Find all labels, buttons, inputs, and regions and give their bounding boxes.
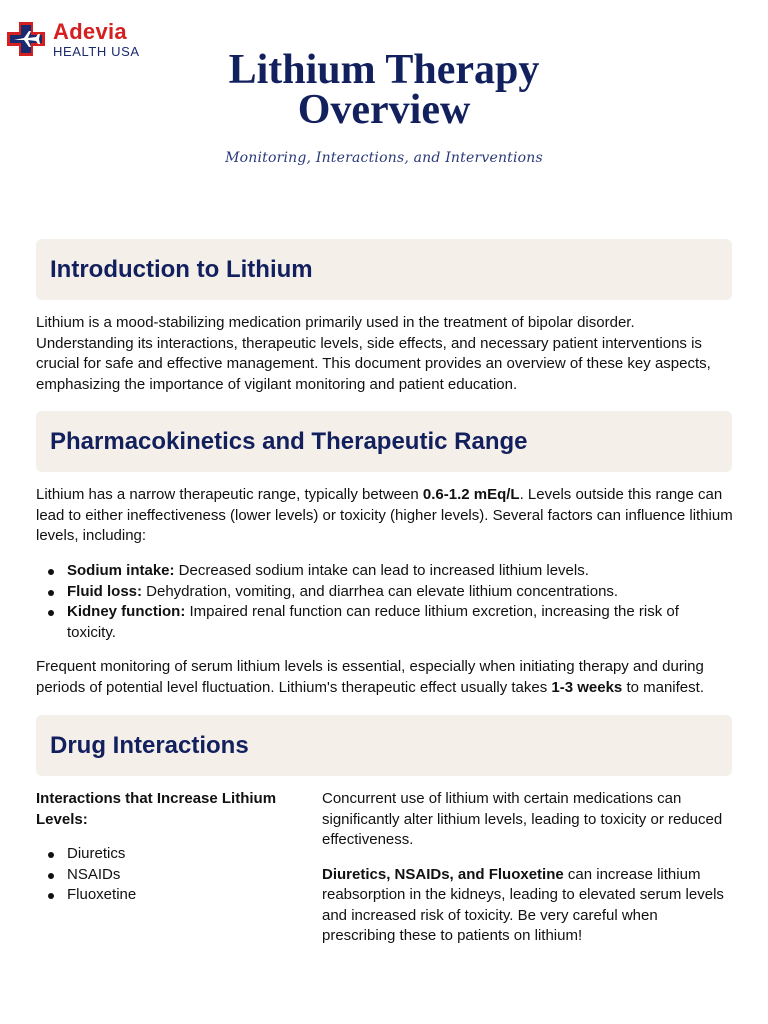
section-header-introduction: [36, 239, 732, 300]
list-item: NSAIDs: [36, 865, 296, 886]
section-header-drug-interactions: [36, 715, 732, 776]
factor-text: Impaired renal function can reduce lithium excretion, increasing the risk of toxicity.: [67, 603, 679, 641]
interactions-paragraph-2: [322, 865, 732, 947]
pharm-paragraph-1: [36, 485, 736, 547]
list-item: Fluoxetine: [36, 885, 296, 906]
factor-text: Dehydration, vomiting, and diarrhea can elevate lithium concentrations.: [142, 582, 619, 600]
text-run: Lithium has a narrow therapeutic range, typically between: [36, 486, 423, 503]
brand-subname: HEALTH USA: [53, 43, 140, 59]
factor-text: Decreased sodium intake can lead to increased lithium levels.: [174, 562, 589, 579]
interactions-right-column: [322, 789, 732, 947]
section-heading: Introduction to Lithium: [50, 255, 313, 283]
interactions-subheading: Interactions that Increase Lithium Levels:: [36, 790, 277, 828]
therapeutic-range-value: 0.6-1.2 mEq/L: [422, 486, 520, 503]
list-item: Diuretics: [36, 844, 296, 865]
factor-label: Sodium intake:: [67, 562, 175, 579]
section-heading: Drug Interactions: [50, 731, 249, 759]
text-run: Frequent monitoring of serum lithium levels is essential, especially when initiating therapy and during periods of potential level fluctuation. Lithium's therapeutic effect usually takes: [36, 658, 704, 696]
document-subtitle: Monitoring, Interactions, and Interventions: [225, 150, 543, 166]
document-title: [0, 47, 768, 133]
text-run: . Levels outside this range can lead to either ineffectiveness (lower levels) or toxicity (higher levels). Several factors can influence lithium levels, including:: [36, 486, 733, 544]
text-run: to manifest.: [622, 678, 704, 696]
interacting-drugs-list: [36, 844, 296, 906]
title-line-2: Overview: [297, 87, 471, 133]
factor-label: Kidney function:: [67, 603, 186, 620]
list-item: [36, 602, 706, 643]
factor-label: Fluid loss:: [67, 582, 142, 600]
brand-name: Adevia: [53, 18, 127, 44]
section-header-pharmacokinetics: [36, 411, 732, 472]
pharm-paragraph-2: [36, 657, 736, 698]
interacting-drugs-emphasis: Diuretics, NSAIDs, and Fluoxetine: [322, 865, 564, 883]
list-item: [36, 582, 706, 603]
document-header: [0, 47, 768, 166]
onset-duration-value: 1-3 weeks: [551, 678, 623, 696]
intro-paragraph: Lithium is a mood-stabilizing medication primarily used in the treatment of bipolar disorder. Understanding its interactions, therapeutic levels, side effects, and necessary patient interventions is crucial for safe and effective management. This document provides an overview of these key aspects, emphasizing the importance of vigilant monitoring and patient education.: [36, 314, 711, 393]
interactions-left-column: [36, 789, 306, 906]
section-heading: Pharmacokinetics and Therapeutic Range: [50, 427, 528, 455]
title-line-1: Lithium Therapy: [228, 47, 540, 93]
list-item: [36, 561, 706, 582]
factors-list: [36, 561, 706, 643]
text-run: can increase lithium reabsorption in the kidneys, leading to elevated serum levels and increased risk of toxicity. Be very careful when prescribing these to patients on lithium!: [322, 865, 724, 944]
interactions-paragraph-1: Concurrent use of lithium with certain medications can significantly alter lithium levels, leading to toxicity or reduced effectiveness.: [322, 790, 723, 848]
